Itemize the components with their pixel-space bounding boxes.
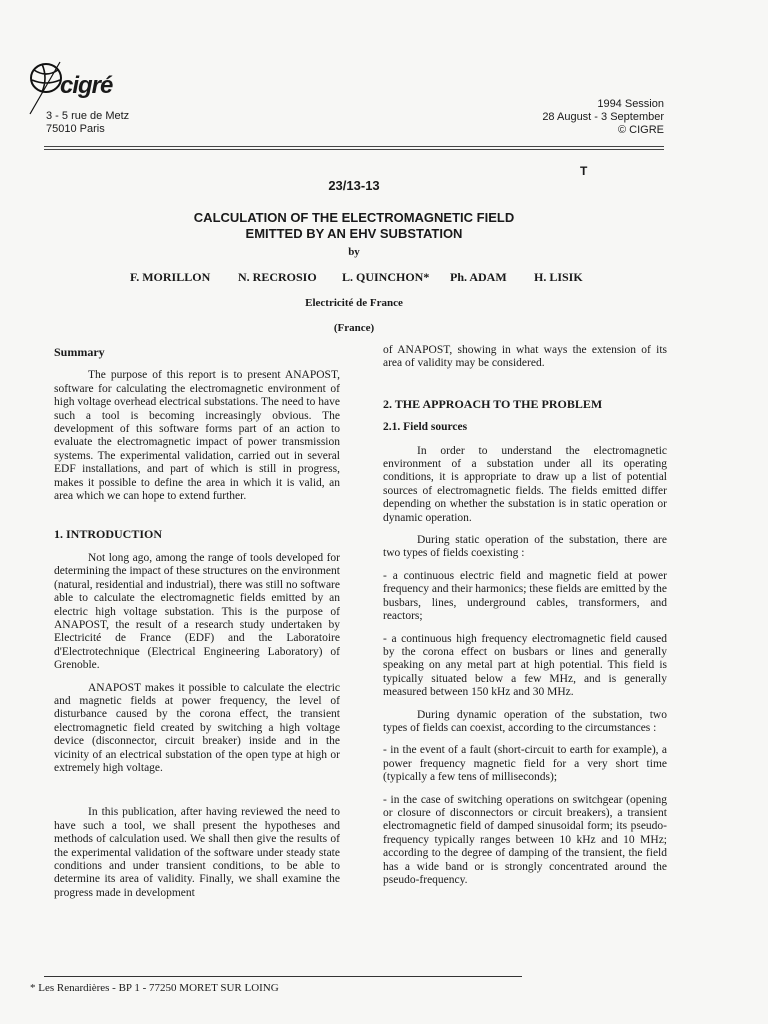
intro-paragraph: Not long ago, among the range of tools developed for determining the impact of these structures on the environment (natural, residential and industrial), there was still no software able to calculate the electromagnetic fields emitted by an electric high voltage substation. This is the purpose of ANAPOST, the result of a research study undertaken by Electricité de France (EDF) and the Laboratoire d'Electrotechnique (Electrical Engineering Laboratory) of Grenoble.: [54, 551, 340, 672]
session-line: © CIGRE: [618, 124, 664, 136]
header-rule: [44, 149, 664, 150]
session-block: [542, 98, 664, 137]
affiliation: Electricité de France: [305, 297, 403, 309]
body-paragraph: During static operation of the substation, there are two types of fields coexisting :: [383, 534, 667, 560]
bullet-item: - in the event of a fault (short-circuit to earth for example), a power frequency magnetic field for a very short time (typically a few tens of milliseconds);: [383, 744, 667, 784]
summary-text: The purpose of this report is to present ANAPOST, software for calculating the electromagnetic environment of high voltage overhead electrical substations. The need to have such a tool is becoming increasingly obvious. The development of this software forms part of an action to evaluate the electromagnetic impact of power transmission systems. The experimental validation, carried out in several EDF installations, and part of which is still in progress, makes it possible to define the area in which it is valid, an area which we can hope to extend further.: [54, 369, 340, 503]
author: F. MORILLON: [130, 270, 211, 284]
intro-paragraph: In this publication, after having reviewed the need to have such a tool, we shall present the hypotheses and methods of calculation used. We shall then give the results of the experimental validation of the software under steady state conditions and under transient conditions, to be able to determine its area of validity. Finally, we shall examine the progress made in development: [54, 806, 340, 899]
title-line: CALCULATION OF THE ELECTROMAGNETIC FIELD: [193, 210, 515, 225]
paper-title: [0, 210, 708, 242]
paper-reference: 23/13-13: [328, 178, 380, 193]
body-paragraph: During dynamic operation of the substation, two types of fields can coexist, according to the circumstances :: [383, 708, 667, 734]
topic-marker: T: [580, 164, 588, 178]
author: N. RECROSIO: [238, 270, 317, 284]
footnote: * Les Renardières - BP 1 - 77250 MORET SUR LOING: [30, 982, 279, 994]
address-block: [46, 110, 129, 136]
cigre-logo-text: cigré: [60, 72, 113, 99]
footnote-rule: [44, 976, 522, 977]
introduction-heading: 1. INTRODUCTION: [54, 527, 163, 542]
session-line: 28 August - 3 September: [542, 111, 664, 123]
address-line: 3 - 5 rue de Metz: [46, 110, 130, 122]
session-line: 1994 Session: [597, 98, 664, 110]
intro-paragraph: ANAPOST makes it possible to calculate the electric and magnetic fields at power frequency, the level of disturbance caused by the corona effect, the transient electromagnetic field created by switching a high voltage device (disconnector, circuit breaker) inside and in the vicinity of an electrical substation of the open type at high or extremely high voltage.: [54, 681, 340, 774]
address-line: 75010 Paris: [46, 123, 105, 135]
author-list: [130, 270, 614, 285]
right-column: [383, 344, 667, 896]
title-line: EMITTED BY AN EHV SUBSTATION: [245, 226, 463, 241]
header-rule: [44, 146, 664, 147]
summary-heading: Summary: [54, 345, 105, 359]
bullet-item: - a continuous electric field and magnetic field at power frequency and their harmonics; these fields are emitted by the busbars, lines, underground cables, transformers, and reactors;: [383, 569, 667, 623]
left-column: [54, 346, 340, 909]
author: Ph. ADAM: [450, 270, 507, 284]
bullet-item: - in the case of switching operations on switchgear (opening or closure of disconnectors or circuit breakers), a transient electromagnetic field of damped sinusoidal form; its pseudo-frequency typically ranges between 10 kHz and 10 MHz; according to the degree of damping of the transient, the field has a wide band or is strongly concentrated around the pseudo-frequency.: [383, 793, 667, 886]
continued-text: of ANAPOST, showing in what ways the extension of its area of validity may be considered.: [383, 344, 667, 370]
country: (France): [333, 322, 375, 334]
author: H. LISIK: [534, 270, 583, 284]
section-2-heading: 2. THE APPROACH TO THE PROBLEM: [383, 396, 603, 411]
author: L. QUINCHON*: [342, 270, 430, 284]
bullet-item: - a continuous high frequency electromagnetic field caused by the corona effect on busbars or lines and generally speaking on any metal part at high potential. This field is typically situated below a few MHz, and is generally measured between 150 kHz and 30 MHz.: [383, 632, 667, 699]
by-line: by: [348, 246, 360, 258]
body-paragraph: In order to understand the electromagnetic environment of a substation under all its operating conditions, it is appropriate to draw up a list of potential sources of electromagnetic fields. The fields emitted differ depending on whether the substation is in static operation or dynamic operation.: [383, 444, 667, 524]
section-2-1-heading: 2.1. Field sources: [383, 421, 468, 434]
